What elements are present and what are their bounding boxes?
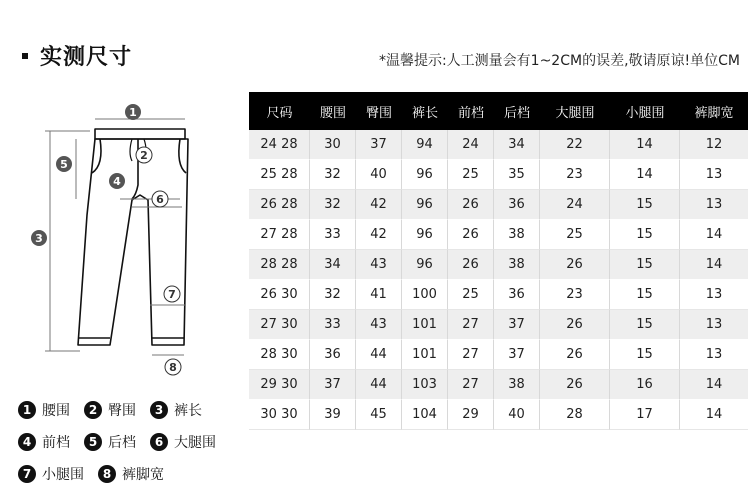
size-cell: 24 28 xyxy=(249,130,310,160)
legend-label: 大腿围 xyxy=(174,435,216,451)
measurement-cell: 38 xyxy=(494,370,540,400)
measurement-cell: 37 xyxy=(494,310,540,340)
measurement-cell: 36 xyxy=(494,190,540,220)
column-header: 腰围 xyxy=(310,92,356,130)
measurement-cell: 25 xyxy=(448,160,494,190)
measurement-cell: 32 xyxy=(310,280,356,310)
measurement-cell: 23 xyxy=(540,160,610,190)
measurement-cell: 25 xyxy=(540,220,610,250)
legend-item-calf xyxy=(18,464,84,484)
measurement-cell: 14 xyxy=(610,160,680,190)
measurement-cell: 15 xyxy=(610,250,680,280)
column-header: 裤脚宽 xyxy=(680,92,748,130)
table-row xyxy=(249,280,748,310)
measurement-cell: 15 xyxy=(610,310,680,340)
measurement-cell: 26 xyxy=(540,310,610,340)
measurement-cell: 26 xyxy=(540,340,610,370)
size-table xyxy=(249,92,748,430)
legend-row xyxy=(18,458,258,490)
marker-7 xyxy=(164,286,180,302)
size-cell: 30 30 xyxy=(249,400,310,430)
measurement-cell: 96 xyxy=(402,220,448,250)
legend-number-badge: 1 xyxy=(18,401,36,419)
measurement-cell: 37 xyxy=(494,340,540,370)
measurement-cell: 25 xyxy=(448,280,494,310)
measurement-cell: 14 xyxy=(680,370,748,400)
measurement-cell: 33 xyxy=(310,220,356,250)
svg-text:7: 7 xyxy=(168,288,176,301)
legend-item-back-rise xyxy=(84,432,136,452)
measurement-cell: 26 xyxy=(448,190,494,220)
column-header: 尺码 xyxy=(249,92,310,130)
table-row xyxy=(249,310,748,340)
measurement-cell: 96 xyxy=(402,160,448,190)
measurement-cell: 101 xyxy=(402,310,448,340)
measurement-cell: 23 xyxy=(540,280,610,310)
legend-number-badge: 3 xyxy=(150,401,168,419)
measurement-cell: 103 xyxy=(402,370,448,400)
measurement-cell: 39 xyxy=(310,400,356,430)
measurement-cell: 14 xyxy=(680,250,748,280)
size-cell: 28 30 xyxy=(249,340,310,370)
measurement-cell: 34 xyxy=(310,250,356,280)
measurement-cell: 13 xyxy=(680,280,748,310)
measurement-cell: 27 xyxy=(448,310,494,340)
measurement-cell: 42 xyxy=(356,220,402,250)
measurement-cell: 28 xyxy=(540,400,610,430)
column-header: 臀围 xyxy=(356,92,402,130)
table-row xyxy=(249,370,748,400)
legend-label: 臀围 xyxy=(108,403,136,419)
measurement-cell: 44 xyxy=(356,370,402,400)
measurement-cell: 14 xyxy=(610,130,680,160)
measurement-cell: 15 xyxy=(610,340,680,370)
marker-2 xyxy=(136,147,152,163)
marker-8 xyxy=(165,359,181,375)
size-cell: 26 28 xyxy=(249,190,310,220)
legend-label: 腰围 xyxy=(42,403,70,419)
legend-number-badge: 6 xyxy=(150,433,168,451)
legend-label: 裤长 xyxy=(174,403,202,419)
pants-measurement-diagram xyxy=(20,95,250,385)
page-header xyxy=(22,40,132,71)
fly-line xyxy=(132,139,138,199)
measurement-cell: 27 xyxy=(448,340,494,370)
legend-label: 后档 xyxy=(108,435,136,451)
measurement-cell: 96 xyxy=(402,190,448,220)
measurement-cell: 13 xyxy=(680,340,748,370)
measurement-cell: 12 xyxy=(680,130,748,160)
marker-6 xyxy=(152,191,168,207)
legend-item-thigh xyxy=(150,432,216,452)
measurement-cell: 24 xyxy=(448,130,494,160)
measurement-cell: 33 xyxy=(310,310,356,340)
measurement-cell: 27 xyxy=(448,370,494,400)
measurement-cell: 96 xyxy=(402,250,448,280)
measurement-cell: 26 xyxy=(448,250,494,280)
measurement-cell: 32 xyxy=(310,160,356,190)
size-cell: 28 28 xyxy=(249,250,310,280)
measurement-notice: *温馨提示:人工测量会有1~2CM的误差,敬请原谅!单位CM xyxy=(378,53,740,69)
measurement-cell: 15 xyxy=(610,280,680,310)
measurement-cell: 26 xyxy=(448,220,494,250)
column-header: 裤长 xyxy=(402,92,448,130)
right-pocket-line xyxy=(179,139,186,173)
measurement-cell: 35 xyxy=(494,160,540,190)
measurement-cell: 13 xyxy=(680,160,748,190)
svg-text:4: 4 xyxy=(113,175,121,188)
table-row xyxy=(249,250,748,280)
measurement-cell: 38 xyxy=(494,220,540,250)
svg-text:3: 3 xyxy=(35,232,43,245)
table-row xyxy=(249,190,748,220)
legend-item-hem xyxy=(98,464,164,484)
measurement-cell: 37 xyxy=(310,370,356,400)
measurement-cell: 17 xyxy=(610,400,680,430)
measurement-cell: 14 xyxy=(680,400,748,430)
table-row xyxy=(249,160,748,190)
measurement-cell: 16 xyxy=(610,370,680,400)
measurement-cell: 38 xyxy=(494,250,540,280)
waistband-outline xyxy=(95,129,185,139)
legend-item-hip xyxy=(84,400,136,420)
marker-5 xyxy=(56,156,72,172)
column-header: 小腿围 xyxy=(610,92,680,130)
measurement-cell: 101 xyxy=(402,340,448,370)
measurement-cell: 36 xyxy=(494,280,540,310)
size-cell: 29 30 xyxy=(249,370,310,400)
measurement-cell: 34 xyxy=(494,130,540,160)
size-table-body xyxy=(249,130,748,430)
legend-number-badge: 8 xyxy=(98,465,116,483)
legend-number-badge: 7 xyxy=(18,465,36,483)
table-row xyxy=(249,400,748,430)
measurement-cell: 43 xyxy=(356,250,402,280)
marker-1 xyxy=(125,104,141,120)
measurement-cell: 26 xyxy=(540,250,610,280)
measurement-cell: 13 xyxy=(680,310,748,340)
legend-number-badge: 5 xyxy=(84,433,102,451)
legend-label: 前档 xyxy=(42,435,70,451)
table-row xyxy=(249,220,748,250)
page-title: 实测尺寸 xyxy=(40,45,133,70)
measurement-cell: 40 xyxy=(356,160,402,190)
legend-item-front-rise xyxy=(18,432,70,452)
legend-number-badge: 4 xyxy=(18,433,36,451)
measurement-cell: 37 xyxy=(356,130,402,160)
svg-text:1: 1 xyxy=(129,106,137,119)
measurement-cell: 24 xyxy=(540,190,610,220)
legend-row xyxy=(18,426,258,458)
measurement-cell: 36 xyxy=(310,340,356,370)
measurement-cell: 29 xyxy=(448,400,494,430)
svg-text:6: 6 xyxy=(156,193,164,206)
legend-row xyxy=(18,394,258,426)
size-cell: 27 30 xyxy=(249,310,310,340)
legend-item-waist xyxy=(18,400,70,420)
legend-label: 裤脚宽 xyxy=(122,467,164,483)
column-header: 前档 xyxy=(448,92,494,130)
marker-3 xyxy=(31,230,47,246)
pants-illustration xyxy=(20,95,250,385)
svg-text:2: 2 xyxy=(140,149,148,162)
table-header-row xyxy=(249,92,748,130)
measurement-cell: 43 xyxy=(356,310,402,340)
column-header: 后档 xyxy=(494,92,540,130)
measurement-legend xyxy=(18,394,258,490)
measurement-cell: 45 xyxy=(356,400,402,430)
table-row xyxy=(249,340,748,370)
measurement-cell: 15 xyxy=(610,190,680,220)
measurement-cell: 32 xyxy=(310,190,356,220)
measurement-cell: 41 xyxy=(356,280,402,310)
legend-item-length xyxy=(150,400,202,420)
table-row xyxy=(249,130,748,160)
measurement-cell: 14 xyxy=(680,220,748,250)
measurement-cell: 104 xyxy=(402,400,448,430)
size-cell: 25 28 xyxy=(249,160,310,190)
measurement-cell: 100 xyxy=(402,280,448,310)
svg-text:5: 5 xyxy=(60,158,68,171)
svg-text:8: 8 xyxy=(169,361,177,374)
measurement-cell: 13 xyxy=(680,190,748,220)
measurement-cell: 42 xyxy=(356,190,402,220)
marker-4 xyxy=(109,173,125,189)
size-cell: 27 28 xyxy=(249,220,310,250)
measurement-cell: 94 xyxy=(402,130,448,160)
measurement-cell: 15 xyxy=(610,220,680,250)
measurement-cell: 30 xyxy=(310,130,356,160)
measurement-cell: 44 xyxy=(356,340,402,370)
title-bullet xyxy=(22,53,28,59)
size-cell: 26 30 xyxy=(249,280,310,310)
legend-number-badge: 2 xyxy=(84,401,102,419)
measurement-cell: 22 xyxy=(540,130,610,160)
measurement-cell: 26 xyxy=(540,370,610,400)
legend-label: 小腿围 xyxy=(42,467,84,483)
column-header: 大腿围 xyxy=(540,92,610,130)
measurement-cell: 40 xyxy=(494,400,540,430)
